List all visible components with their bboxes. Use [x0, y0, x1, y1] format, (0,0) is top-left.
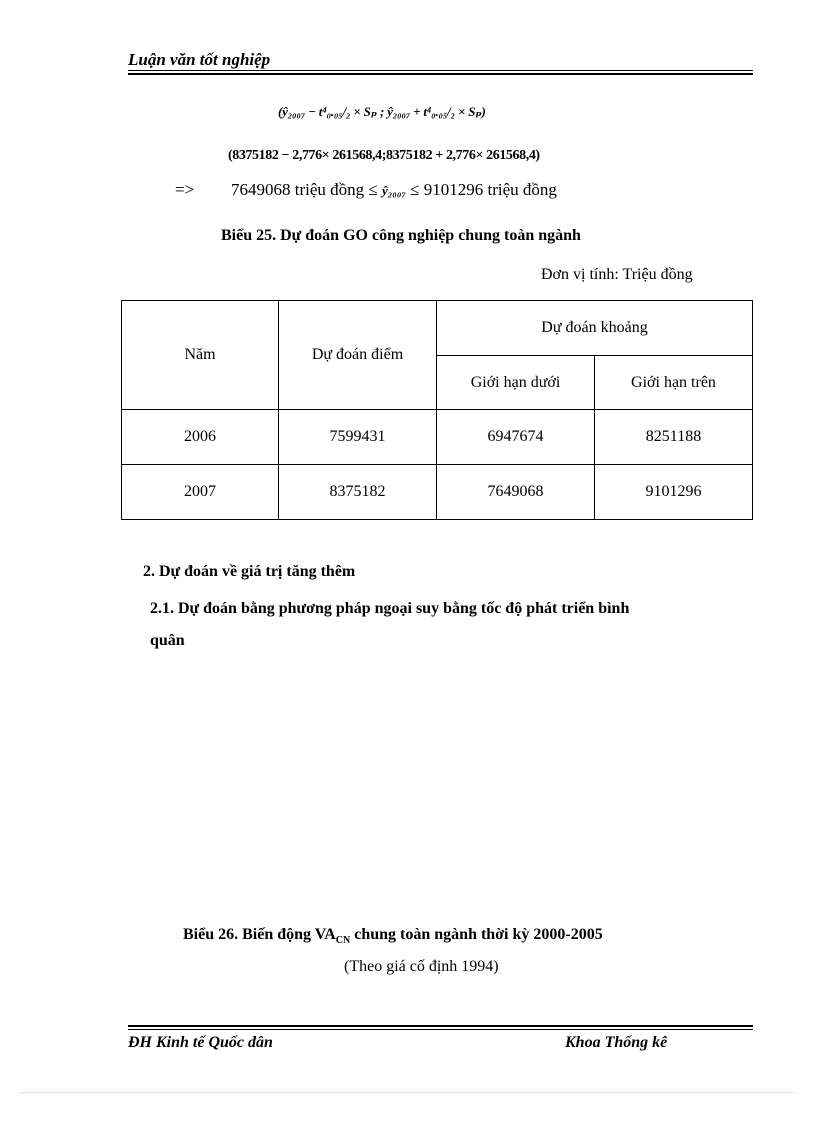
table26-note: (Theo giá cố định 1994)	[344, 958, 499, 975]
table25-caption: Biểu 25. Dự đoán GO công nghiệp chung toàn ngành	[221, 227, 581, 244]
subsection-line-2: quân	[150, 632, 185, 649]
row-point: 7599431	[279, 410, 437, 465]
ci-lower: 7649068 triệu đồng ≤	[231, 180, 378, 199]
header-interval-forecast: Dự đoán khoảng	[437, 301, 753, 356]
forecast-table	[121, 300, 753, 520]
footer-rule-bottom	[128, 1029, 753, 1030]
header-point-forecast: Dự đoán điểm	[279, 301, 437, 410]
page-header-title: Luận văn tốt nghiệp	[128, 50, 271, 69]
row-lower: 7649068	[437, 465, 595, 520]
row-upper: 9101296	[595, 465, 753, 520]
table26-caption-main: Biểu 26. Biến động VA	[183, 926, 336, 943]
row-upper: 8251188	[595, 410, 753, 465]
section-heading: 2. Dự đoán về giá trị tăng thêm	[143, 563, 356, 580]
row-point: 8375182	[279, 465, 437, 520]
header-lower-limit: Giới hạn dưới	[437, 356, 595, 410]
row-year: 2007	[122, 465, 279, 520]
table25-unit: Đơn vị tính: Triệu đồng	[541, 266, 693, 283]
header-upper-limit: Giới hạn trên	[595, 356, 753, 410]
confidence-interval-formula: (ŷ₂₀₀₇ − t⁴₀.₀₅/₂ × Sₚ ; ŷ₂₀₀₇ + t⁴₀.₀₅/₂ × Sₚ)	[278, 104, 486, 119]
confidence-interval-numeric: (8375182 − 2,776× 261568,4;8375182 + 2,776× 261568,4)	[228, 148, 540, 163]
header-rule-bottom	[128, 73, 753, 75]
ci-upper: ≤ 9101296 triệu đồng	[410, 180, 557, 199]
footer-rule-top	[128, 1025, 753, 1027]
table-row	[122, 465, 753, 520]
header-rule-top	[128, 70, 753, 71]
header-year: Năm	[122, 301, 279, 410]
table26-caption-rest: chung toàn ngành thời kỳ 2000-2005	[350, 926, 603, 943]
table-row	[122, 410, 753, 465]
ci-symbol: ŷ₂₀₀₇	[381, 183, 406, 198]
table26-caption	[183, 926, 603, 946]
page-bottom-divider	[20, 1092, 796, 1093]
implies-arrow: =>	[175, 180, 195, 199]
row-year: 2006	[122, 410, 279, 465]
subsection-line-1: 2.1. Dự đoán bằng phương pháp ngoại suy bằng tốc độ phát triển bình	[150, 600, 630, 617]
row-lower: 6947674	[437, 410, 595, 465]
table26-caption-sub: CN	[335, 935, 351, 947]
footer-department: Khoa Thống kê	[565, 1034, 668, 1051]
ci-lower-text	[231, 180, 557, 200]
footer-university: ĐH Kinh tế Quốc dân	[128, 1034, 273, 1051]
